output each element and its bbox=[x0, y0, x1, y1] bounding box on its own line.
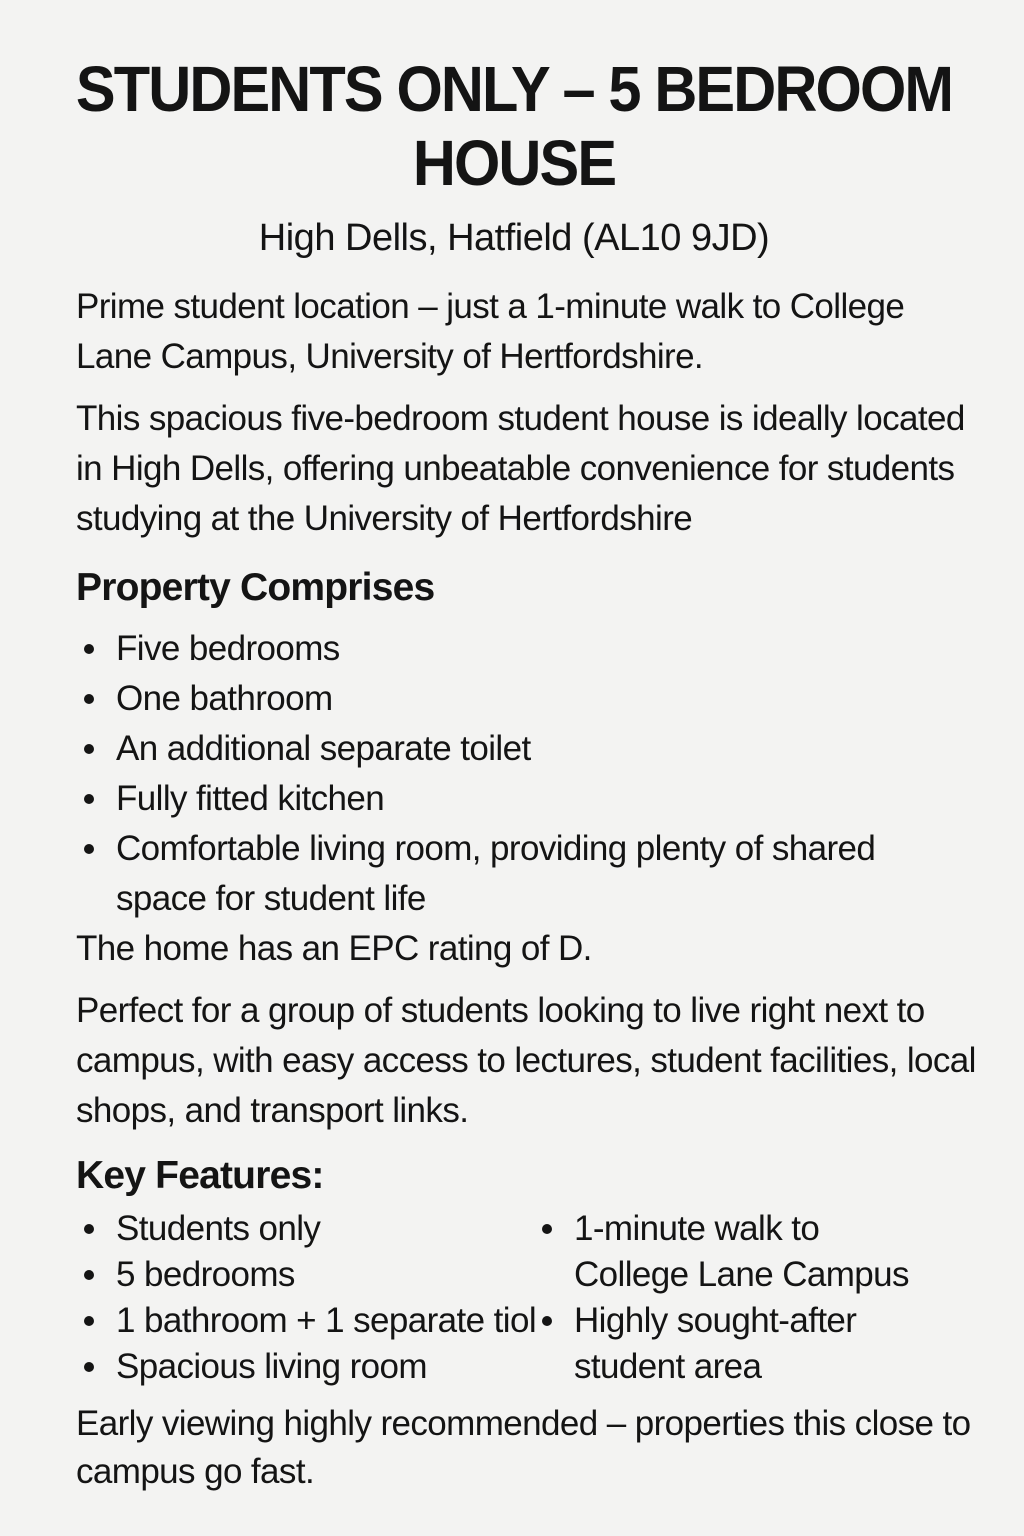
key-features-left-column bbox=[76, 1206, 534, 1390]
property-item: Five bedrooms bbox=[76, 624, 984, 674]
key-feature-item: Highly sought-after student area bbox=[534, 1298, 904, 1390]
property-item: Fully fitted kitchen bbox=[76, 774, 984, 824]
key-feature-item: 1 bathroom + 1 separate tiol bbox=[76, 1298, 534, 1344]
property-item: One bathroom bbox=[76, 674, 984, 724]
description-paragraph: This spacious five-bedroom student house is ideally located in High Dells, offering unbeatable convenience for students studying at the University of Hertfordshire bbox=[76, 399, 965, 538]
property-list bbox=[76, 624, 984, 924]
property-comprises-heading: Property Comprises bbox=[76, 566, 435, 609]
key-feature-item: Spacious living room bbox=[76, 1344, 534, 1390]
perfect-for-paragraph: Perfect for a group of students looking to live right next to campus, with easy access to lectures, student facilities, local shops, and transport links. bbox=[76, 991, 976, 1130]
intro-paragraph: Prime student location – just a 1-minute walk to College Lane Campus, University of Hertfordshire. bbox=[76, 287, 905, 376]
key-features-right-column bbox=[534, 1206, 954, 1390]
epc-rating: The home has an EPC rating of D. bbox=[76, 929, 592, 968]
key-feature-item: 5 bedrooms bbox=[76, 1252, 534, 1298]
key-features bbox=[76, 1206, 984, 1390]
key-features-heading: Key Features: bbox=[76, 1154, 324, 1197]
property-item: An additional separate toilet bbox=[76, 724, 984, 774]
listing-address: High Dells, Hatfield (AL10 9JD) bbox=[258, 217, 770, 259]
key-feature-item: Students only bbox=[76, 1206, 534, 1252]
key-feature-item: 1-minute walk to College Lane Campus bbox=[534, 1206, 934, 1298]
listing-title: STUDENTS ONLY – 5 BEDROOM HOUSE bbox=[75, 53, 953, 199]
property-item: Comfortable living room, providing plenty of shared space for student life bbox=[76, 824, 966, 924]
closing-paragraph: Early viewing highly recommended – properties this close to campus go fast. bbox=[76, 1404, 971, 1491]
